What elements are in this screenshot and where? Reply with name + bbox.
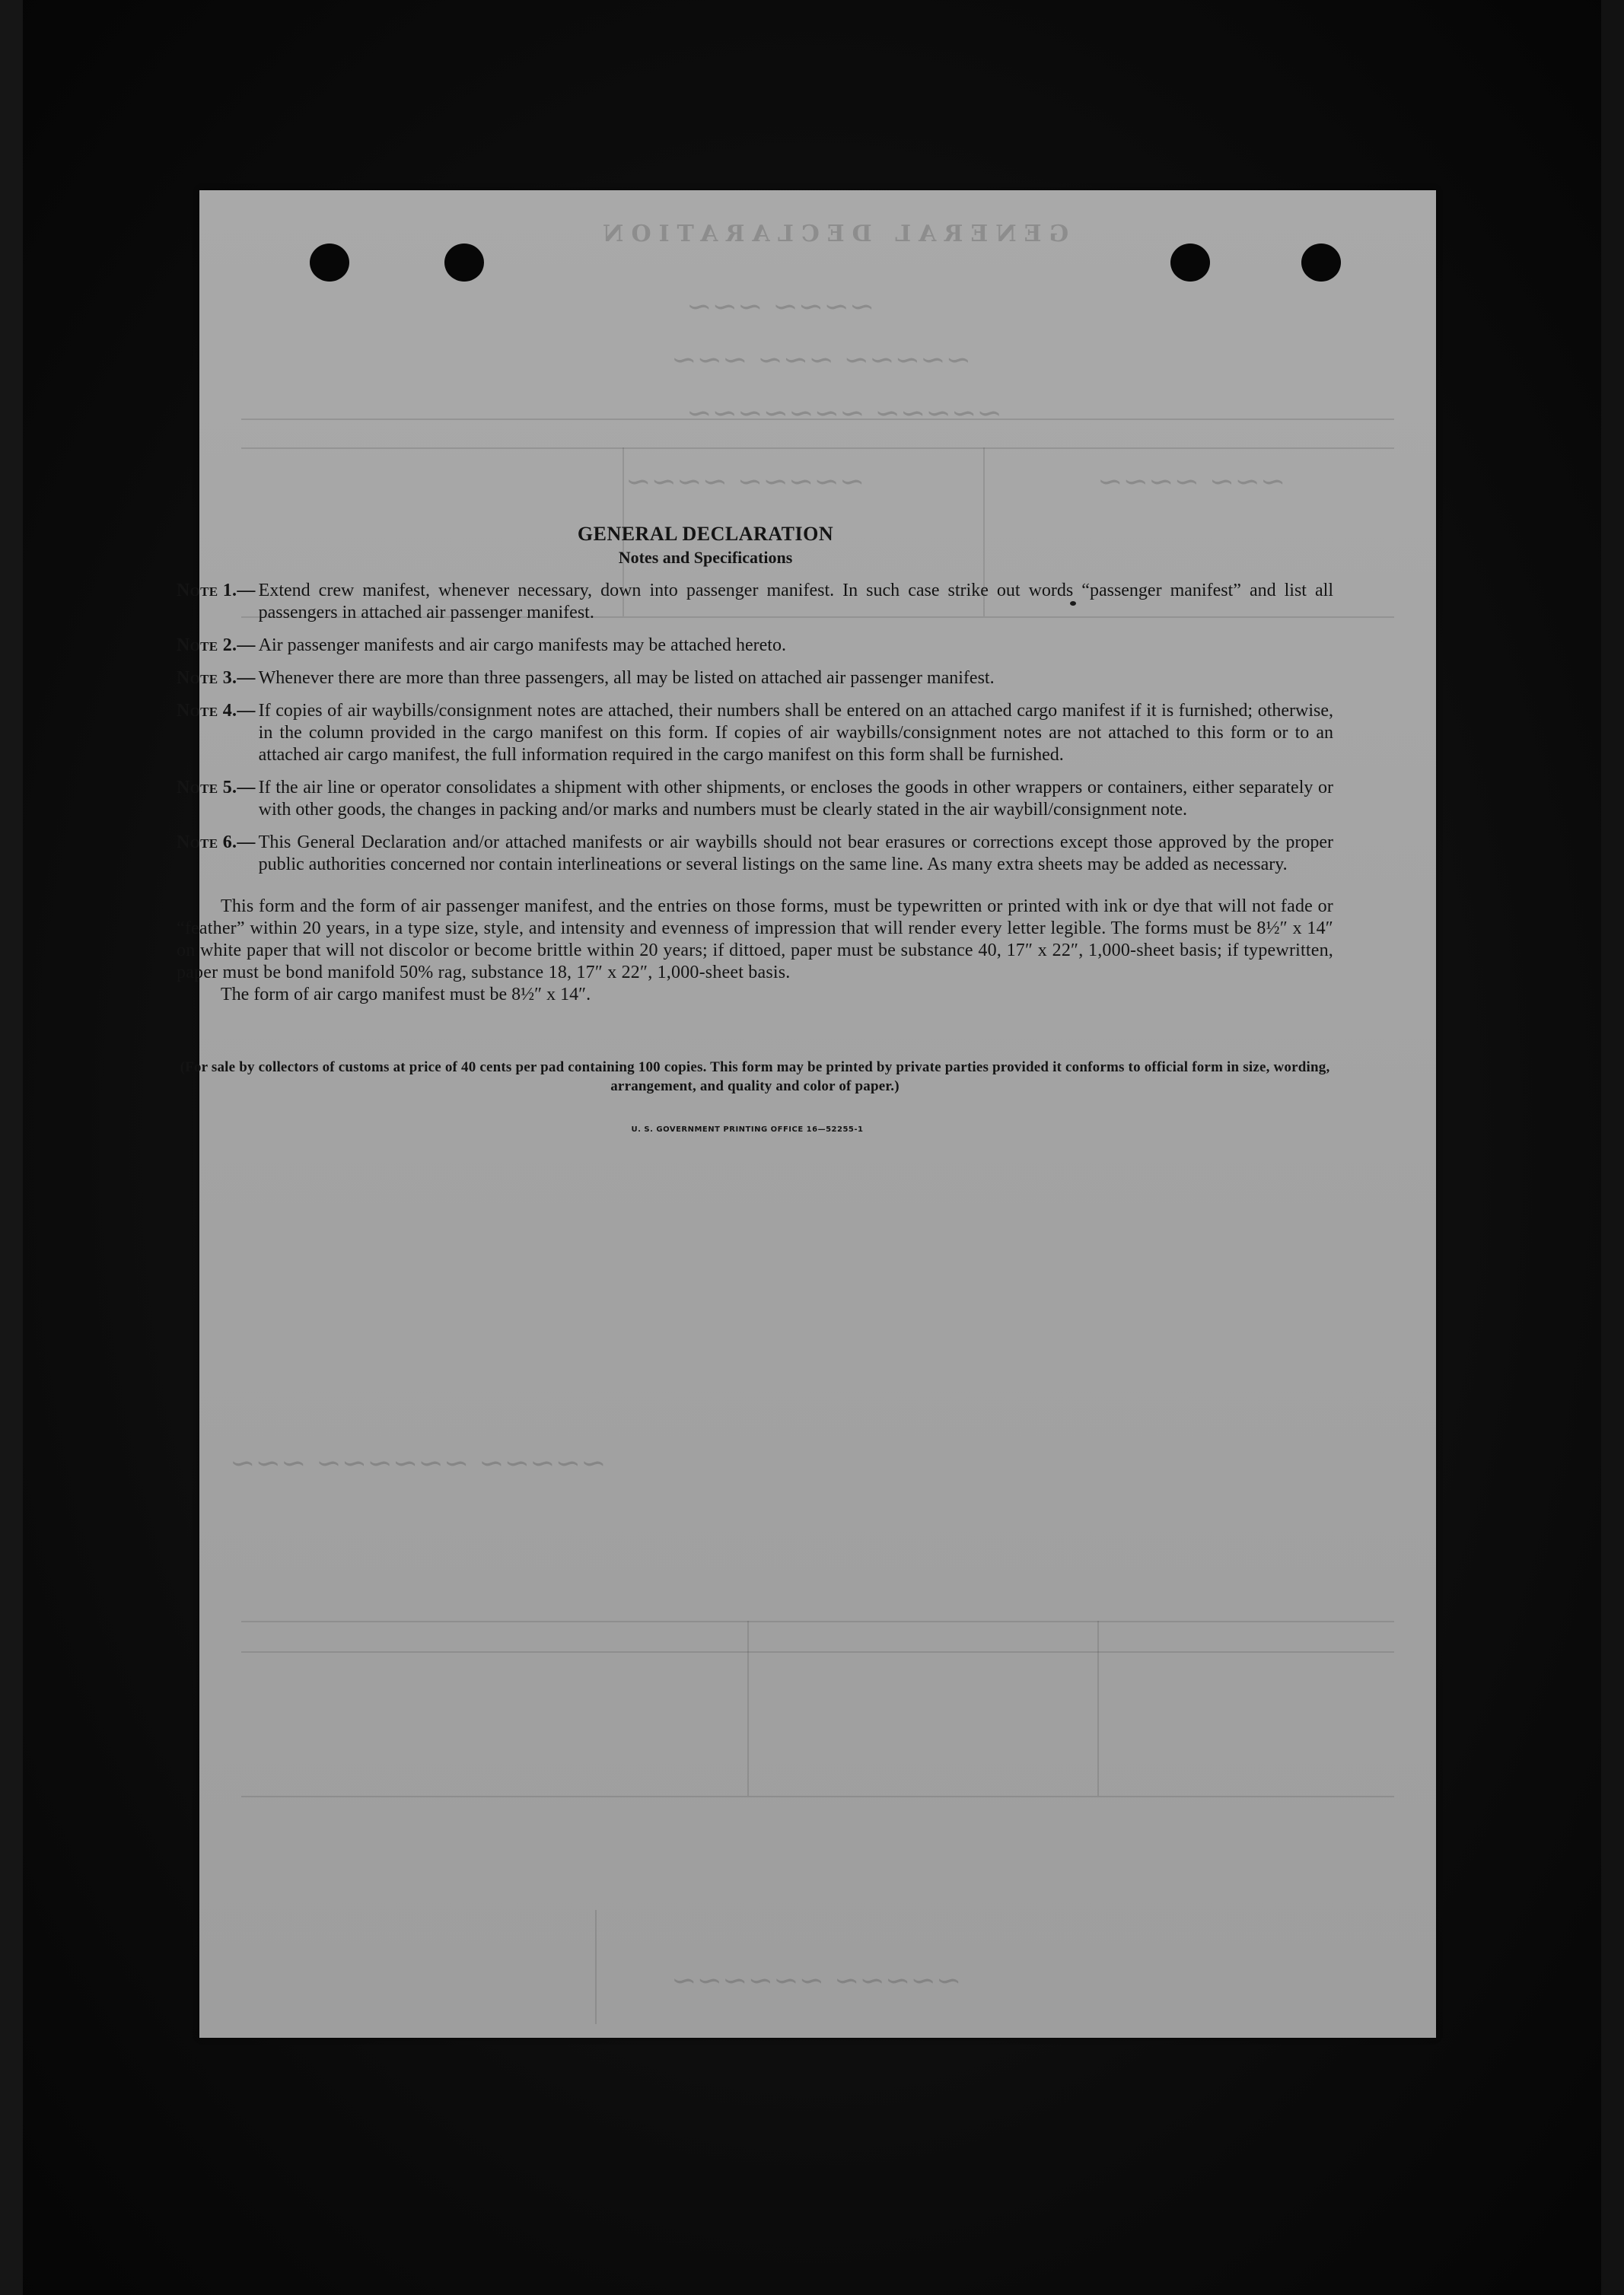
page-subtitle: Notes and Specifications bbox=[618, 548, 793, 567]
note-text: If the air line or operator consolidates a shipment with other shipments, or encloses the goods in other wrappers or containers, either separately or with other goods, the changes in packing and/or marks and numbers must be clearly stated in the air waybill/consignment note. bbox=[258, 778, 1333, 820]
bleed-through-title: GENERAL DECLARATION bbox=[595, 221, 1069, 247]
note-label: Note 6.— bbox=[177, 832, 256, 852]
bleed-through-handwriting: ~~~~ ~~~ bbox=[686, 289, 875, 324]
bleed-through-rule bbox=[747, 1621, 749, 1796]
bleed-through-rule bbox=[241, 447, 1394, 449]
sale-footnote: (For sale by collectors of customs at price of 40 cents per pad containing 100 copies. This form may be printed by private parties provided it conforms to official form in size, wording, arrangement, and quality and color of paper.) bbox=[180, 1059, 1330, 1094]
punch-hole bbox=[310, 244, 349, 282]
bleed-through-rule bbox=[241, 1796, 1394, 1797]
note-label: Note 3.— bbox=[177, 668, 256, 688]
bleed-through-handwriting: ~~~~~ ~~~~~~~ bbox=[686, 396, 1002, 431]
form-specification-paragraph: This form and the form of air passenger manifest, and the entries on those forms, must be typewritten or printed with ink or dye that will not fade or “feather” within 20 years, in a type size, style, and intensity and evenness of impression that will render every letter legible. The forms must be 8½″ x 14″ on white paper that will not discolor or become brittle within 20 years; if dittoed, paper must be substance 40, 17″ x 22″, 1,000-sheet basis; if typewritten, paper must be bond manifold 50% rag, substance 18, 17″ x 22″, 1,000-sheet basis. bbox=[177, 896, 1333, 982]
note-1 bbox=[177, 580, 1333, 624]
bleed-through-handwriting: ~~~~~ ~~~~ bbox=[626, 464, 865, 499]
film-edge-left bbox=[0, 0, 23, 2295]
bleed-through-handwriting: ~~~~~ ~~~~~~ ~~~ bbox=[230, 1446, 607, 1481]
note-label: Note 5.— bbox=[177, 778, 256, 797]
note-label: Note 1.— bbox=[177, 581, 256, 600]
punch-hole bbox=[1301, 244, 1341, 282]
bleed-through-rule bbox=[241, 1651, 1394, 1653]
note-text: Whenever there are more than three passengers, all may be listed on attached air passenger manifest. bbox=[258, 668, 995, 688]
punch-hole bbox=[444, 244, 484, 282]
note-text: Air passenger manifests and air cargo manifests may be attached hereto. bbox=[258, 635, 786, 655]
note-6 bbox=[177, 832, 1333, 876]
note-text: If copies of air waybills/consignment notes are attached, their numbers shall be entered on an attached cargo manifest if it is furnished; otherwise, in the column provided in the cargo manifest on this form. If copies of air waybills/consignment notes are not attached to this form or to an attached air cargo manifest, the full information required in the cargo manifest on this form shall be furnished. bbox=[258, 701, 1333, 765]
bleed-through-rule bbox=[241, 1621, 1394, 1622]
punch-hole bbox=[1170, 244, 1210, 282]
note-label: Note 2.— bbox=[177, 635, 256, 655]
note-text: This General Declaration and/or attached manifests or air waybills should not bear erasures or corrections except those approved by the proper public authorities concerned nor contain interlineations or several listings on the same line. As many extra sheets may be added as necessary. bbox=[258, 832, 1333, 874]
note-text: Extend crew manifest, whenever necessary, down into passenger manifest. In such case strike out words “passenger manifest” and list all passengers in attached air passenger manifest. bbox=[258, 581, 1333, 622]
cargo-manifest-size-paragraph: The form of air cargo manifest must be 8½″ x 14″. bbox=[221, 985, 591, 1004]
note-2 bbox=[177, 635, 1333, 657]
note-label: Note 4.— bbox=[177, 701, 256, 721]
bleed-through-rule bbox=[1097, 1621, 1099, 1796]
notes-and-specifications bbox=[177, 522, 1333, 1141]
printer-imprint: U. S. GOVERNMENT PRINTING OFFICE 16—52255-1 bbox=[631, 1125, 864, 1134]
bleed-through-handwriting: ~~~ ~~~~ bbox=[1097, 464, 1286, 499]
note-4 bbox=[177, 700, 1333, 766]
bleed-through-handwriting: ~~~~~ ~~~~~~ bbox=[671, 1963, 962, 1998]
page-title: GENERAL DECLARATION bbox=[577, 523, 834, 545]
note-5 bbox=[177, 777, 1333, 821]
note-3 bbox=[177, 667, 1333, 689]
bleed-through-rule bbox=[595, 1910, 597, 2024]
film-edge-right bbox=[1601, 0, 1624, 2295]
bleed-through-handwriting: ~~~~~ ~~~ ~~~ bbox=[671, 342, 972, 377]
